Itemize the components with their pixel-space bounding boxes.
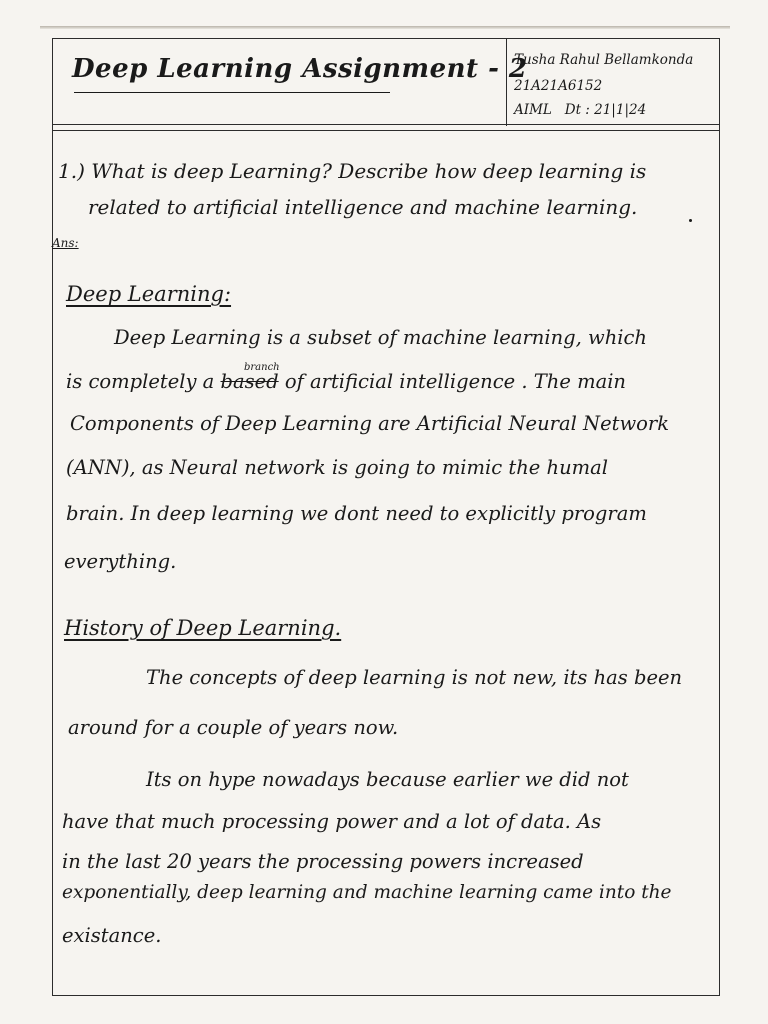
body-line: around for a couple of years now. <box>68 716 399 739</box>
body-line: everything. <box>64 550 177 573</box>
header-divider-second <box>52 130 720 131</box>
student-name: Tusha Rahul Bellamkonda <box>514 52 694 68</box>
body-text: of artificial intelligence . The main <box>284 370 626 393</box>
body-line: (ANN), as Neural network is going to mimic the humal <box>66 456 608 479</box>
body-line: brain. In deep learning we dont need to explicitly program <box>66 502 647 525</box>
header-divider <box>52 124 720 125</box>
question-line-2: related to artificial intelligence and machine learning. <box>88 195 638 219</box>
page-edge-shadow <box>40 26 730 29</box>
body-line: exponentially, deep learning and machine learning came into the <box>62 882 672 903</box>
body-line: Its on hype nowadays because earlier we did not <box>146 768 629 791</box>
section-heading-history: History of Deep Learning. <box>64 616 342 640</box>
body-line: Components of Deep Learning are Artificial Neural Network <box>70 412 670 435</box>
body-line: have that much processing power and a lot of data. As <box>62 810 602 833</box>
ink-dot <box>689 219 692 222</box>
department-and-date: AIML Dt : 21|1|24 <box>514 102 647 118</box>
body-text: is completely a <box>66 370 215 393</box>
assignment-title: Deep Learning Assignment - 2 <box>72 54 528 84</box>
struck-word: based <box>220 370 279 393</box>
body-line-with-correction <box>66 372 626 392</box>
body-line: in the last 20 years the processing powers increased <box>62 850 584 873</box>
question-line-1: 1.) What is deep Learning? Describe how deep learning is <box>58 159 647 183</box>
answer-label: Ans: <box>52 236 79 250</box>
body-line: existance. <box>62 924 162 947</box>
roll-number: 21A21A6152 <box>514 78 603 94</box>
title-underline <box>74 92 390 93</box>
body-line: Deep Learning is a subset of machine learning, which <box>114 326 647 349</box>
section-heading-deep-learning: Deep Learning: <box>66 282 232 306</box>
inserted-correction: branch <box>244 362 280 373</box>
header-rule-top <box>52 38 720 39</box>
body-line: The concepts of deep learning is not new, its has been <box>146 666 683 689</box>
